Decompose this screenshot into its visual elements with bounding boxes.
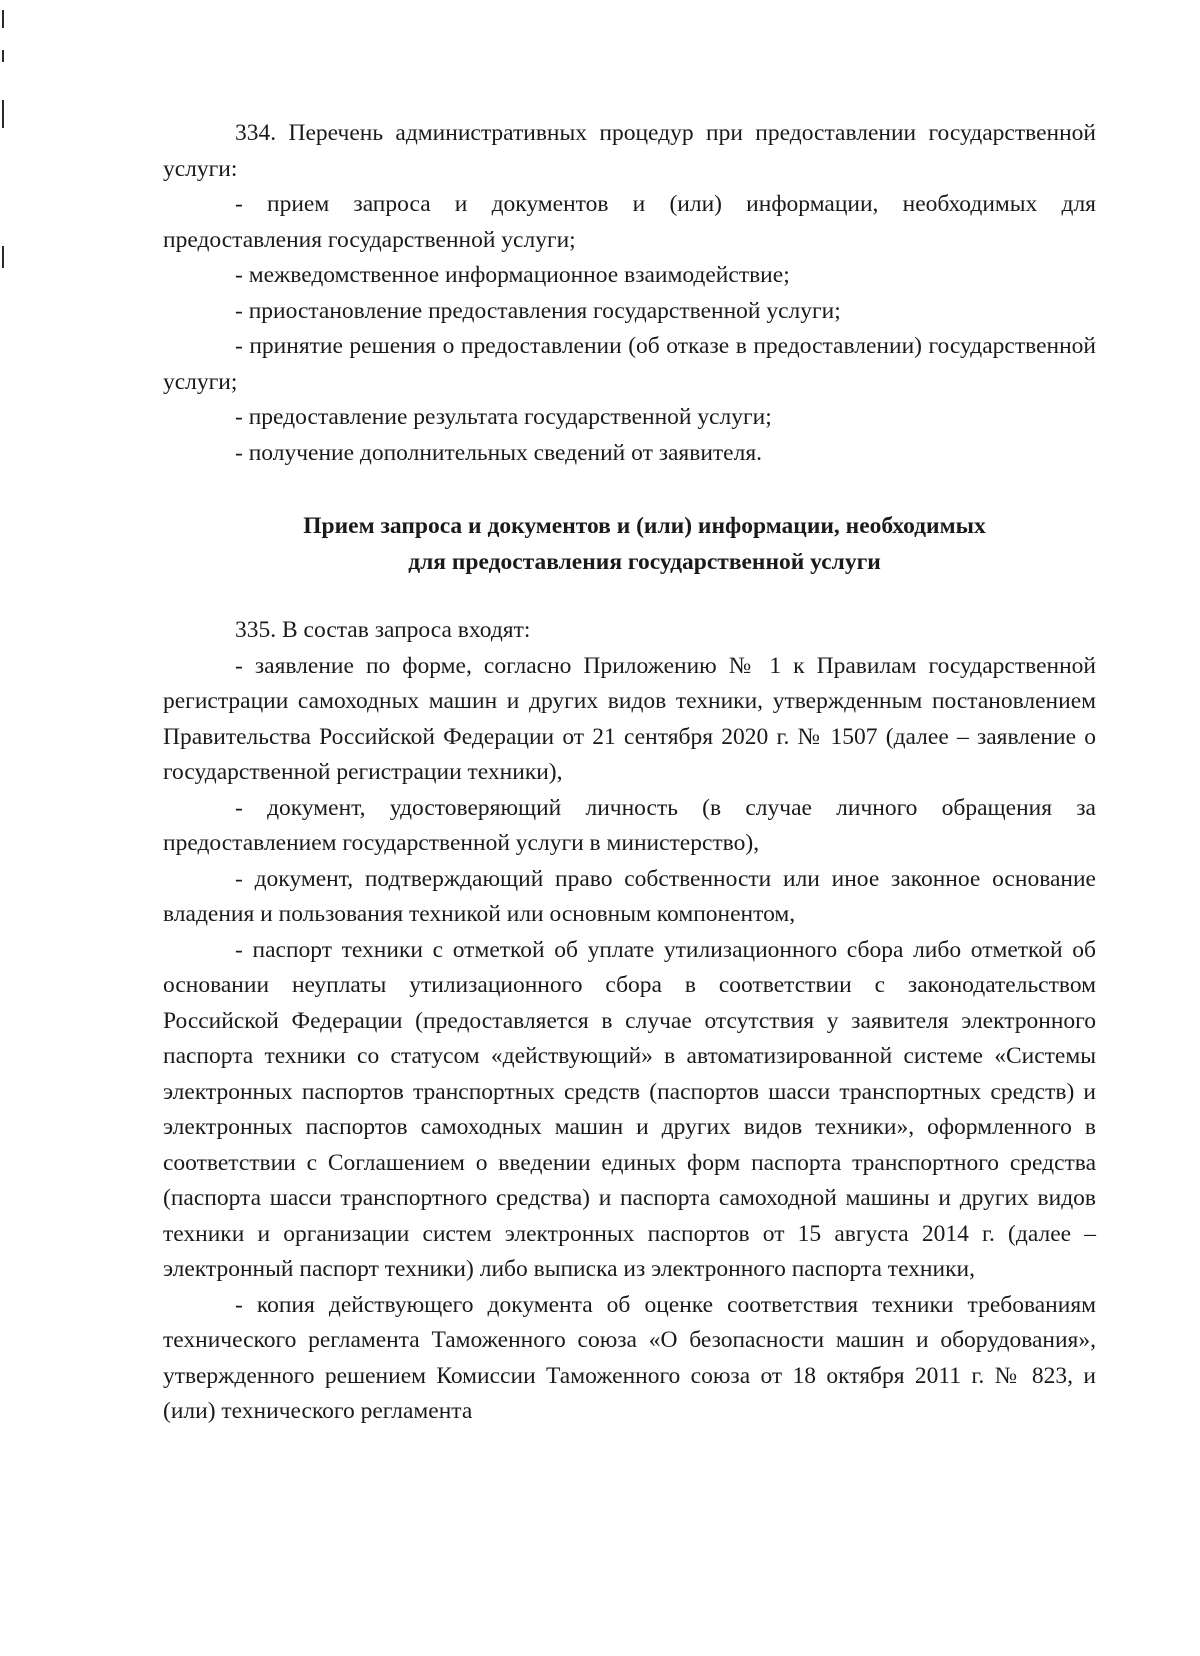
scan-edge-mark	[2, 246, 4, 268]
scan-edge-mark	[2, 100, 4, 128]
list-item: - получение дополнительных сведений от заявителя.	[235, 439, 763, 466]
document-body	[163, 116, 1096, 1430]
list-item: - паспорт техники с отметкой об уплате утилизационного сбора либо отметкой об основании неуплаты утилизационного сбора в соответствии с законодательством Российской Федерации (предоставляется в случае отсутствия у заявителя электронного паспорта техники со статусом «действующий» в автоматизированной системе «Системы электронных паспортов транспортных средств (паспортов шасси транспортных средств) и электронных паспортов самоходных машин и других видов техники», оформленного в соответствии с Соглашением о введении единых форм паспорта транспортного средства (паспорта шасси транспортного средства) и паспорта самоходной машины и других видов техники и организации систем электронных паспортов от 15 августа 2014 г. (далее – электронный паспорт техники) либо выписка из электронного паспорта техники,	[163, 936, 1096, 1282]
section-heading-line: для предоставления государственной услуги	[408, 549, 881, 575]
section-heading-line: Прием запроса и документов и (или) информации, необходимых	[303, 513, 986, 539]
list-item: - приостановление предоставления государственной услуги;	[235, 297, 841, 324]
section-heading	[163, 508, 1096, 580]
list-item: - копия действующего документа об оценке соответствия техники требованиям технического регламента Таможенного союза «О безопасности машин и оборудования», утвержденного решением Комиссии Таможенного союза от 18 октября 2011 г. № 823, и (или) технического регламента	[163, 1291, 1096, 1424]
list-item: - документ, удостоверяющий личность (в случае личного обращения за предоставлением государственной услуги в министерство),	[163, 794, 1096, 856]
item-334-intro: 334. Перечень административных процедур при предоставлении государственной услуги:	[163, 120, 1096, 182]
item-335-intro: 335. В состав запроса входят:	[235, 617, 531, 643]
list-item: - предоставление результата государственной услуги;	[235, 404, 772, 430]
list-item: - межведомственное информационное взаимодействие;	[235, 262, 790, 288]
scan-edge-mark	[2, 50, 4, 62]
scan-edge-mark	[2, 10, 4, 28]
list-item: - принятие решения о предоставлении (об отказе в предоставлении) государственной услуги;	[163, 333, 1096, 395]
list-item: - заявление по форме, согласно Приложению № 1 к Правилам государственной регистрации самоходных машин и других видов техники, утвержденным постановлением Правительства Российской Федерации от 21 сентября 2020 г. № 1507 (далее – заявление о государственной регистрации техники),	[163, 652, 1096, 785]
list-item: - документ, подтверждающий право собственности или иное законное основание владения и пользования техникой или основным компонентом,	[163, 865, 1096, 927]
list-item: - прием запроса и документов и (или) информации, необходимых для предоставления государственной услуги;	[163, 191, 1096, 253]
